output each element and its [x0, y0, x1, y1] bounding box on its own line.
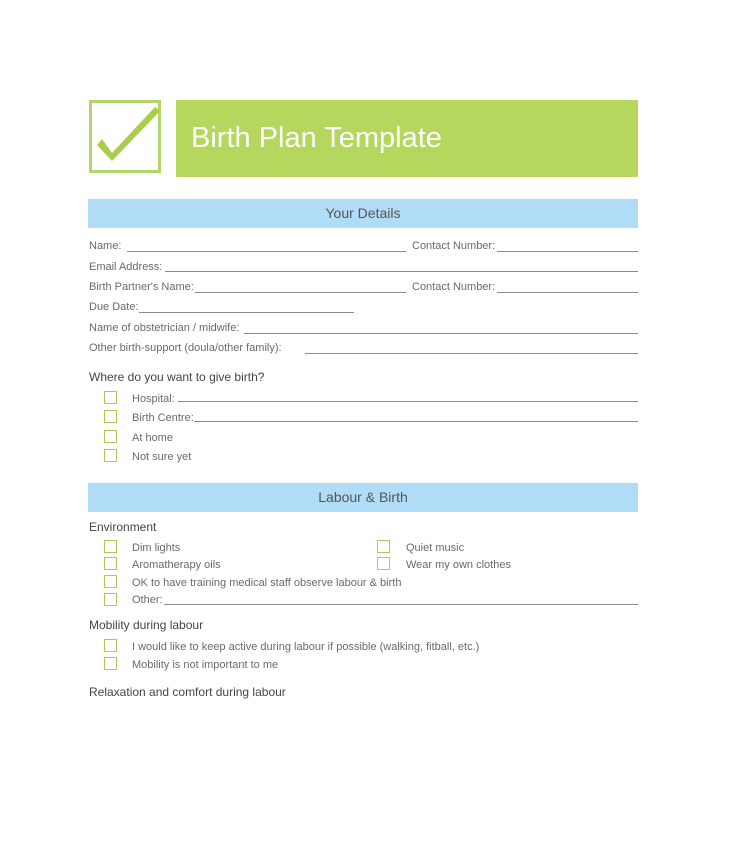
- section-labour-birth: [88, 483, 638, 512]
- keep-active-label: I would like to keep active during labour if possible (walking, fitball, etc.): [132, 641, 480, 653]
- not-sure-label: Not sure yet: [132, 451, 192, 463]
- mobility-not-important-checkbox[interactable]: [104, 657, 117, 670]
- other-environment-checkbox[interactable]: [104, 593, 117, 606]
- checkmark-icon: [92, 103, 158, 170]
- name-label: Name:: [89, 240, 122, 252]
- title-banner: [176, 100, 638, 177]
- logo-checkbox: [89, 100, 161, 173]
- partner-contact-field[interactable]: [497, 292, 638, 293]
- section-title-labour-birth: Labour & Birth: [318, 489, 408, 505]
- other-support-label: Other birth-support (doula/other family):: [89, 342, 282, 354]
- keep-active-checkbox[interactable]: [104, 639, 117, 652]
- birth-centre-field[interactable]: [194, 421, 638, 422]
- name-field[interactable]: [127, 251, 406, 252]
- training-staff-label: OK to have training medical staff observe labour & birth: [132, 577, 402, 589]
- due-date-label: Due Date:: [89, 301, 139, 313]
- at-home-label: At home: [132, 432, 173, 444]
- hospital-checkbox[interactable]: [104, 391, 117, 404]
- contact-number-label: Contact Number:: [412, 240, 496, 252]
- mobility-not-important-label: Mobility is not important to me: [132, 659, 279, 671]
- due-date-field[interactable]: [139, 312, 354, 313]
- mobility-heading: Mobility during labour: [89, 618, 204, 632]
- section-title-your-details: Your Details: [325, 205, 401, 221]
- hospital-field[interactable]: [178, 401, 638, 402]
- where-birth-heading: Where do you want to give birth?: [89, 370, 265, 384]
- aromatherapy-checkbox[interactable]: [104, 557, 117, 570]
- birth-centre-checkbox[interactable]: [104, 410, 117, 423]
- dim-lights-checkbox[interactable]: [104, 540, 117, 553]
- hospital-label: Hospital:: [132, 393, 175, 405]
- obstetrician-field[interactable]: [244, 333, 638, 334]
- email-label: Email Address:: [89, 261, 163, 273]
- birth-centre-label: Birth Centre:: [132, 412, 194, 424]
- at-home-checkbox[interactable]: [104, 430, 117, 443]
- own-clothes-checkbox[interactable]: [377, 557, 390, 570]
- email-field[interactable]: [165, 271, 638, 272]
- dim-lights-label: Dim lights: [132, 542, 181, 554]
- section-your-details: [88, 199, 638, 228]
- partner-name-label: Birth Partner's Name:: [89, 281, 194, 293]
- quiet-music-label: Quiet music: [406, 542, 465, 554]
- contact-number-field[interactable]: [497, 251, 638, 252]
- aromatherapy-label: Aromatherapy oils: [132, 559, 221, 571]
- page-title: Birth Plan Template: [191, 122, 442, 154]
- relaxation-heading: Relaxation and comfort during labour: [89, 685, 286, 699]
- quiet-music-checkbox[interactable]: [377, 540, 390, 553]
- training-staff-checkbox[interactable]: [104, 575, 117, 588]
- other-environment-field[interactable]: [164, 604, 638, 605]
- obstetrician-label: Name of obstetrician / midwife:: [89, 322, 240, 334]
- other-environment-label: Other:: [132, 594, 163, 606]
- own-clothes-label: Wear my own clothes: [406, 559, 511, 571]
- environment-heading: Environment: [89, 520, 157, 534]
- other-support-field[interactable]: [305, 353, 638, 354]
- partner-contact-label: Contact Number:: [412, 281, 496, 293]
- not-sure-checkbox[interactable]: [104, 449, 117, 462]
- partner-name-field[interactable]: [195, 292, 406, 293]
